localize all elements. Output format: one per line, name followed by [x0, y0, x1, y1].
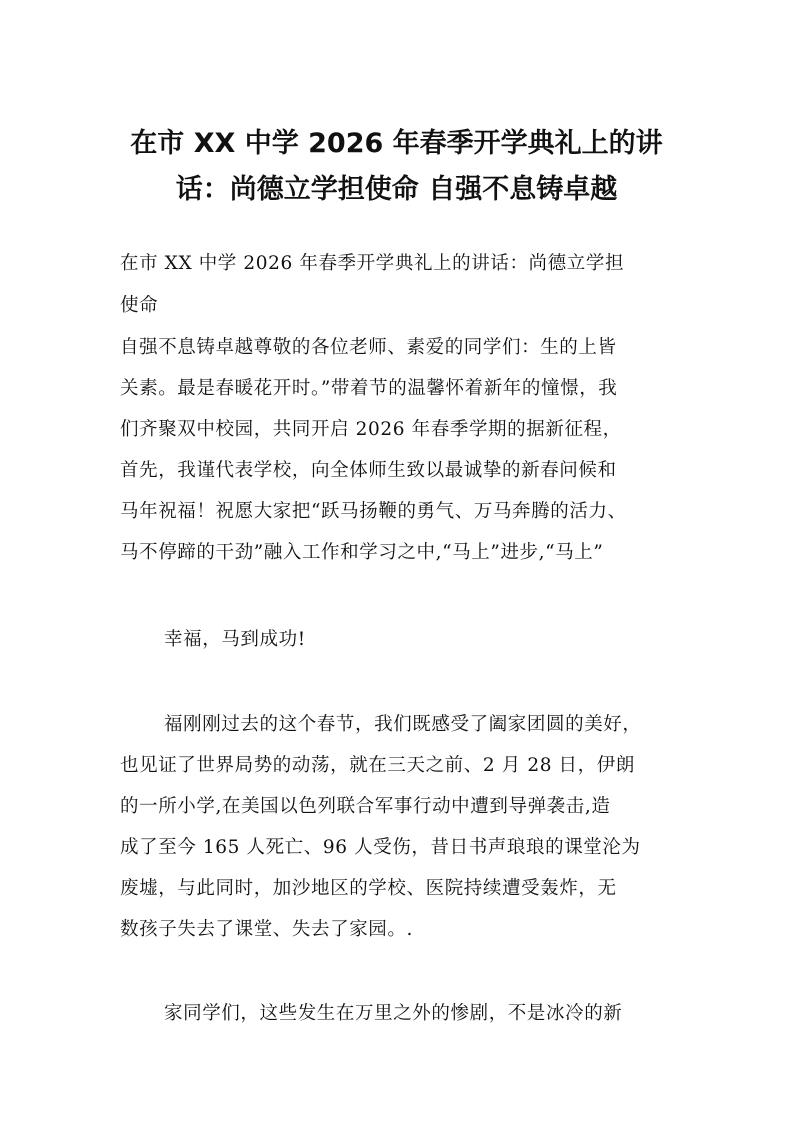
paragraph-3-line-4: 成了至今 165 人死亡、96 人受伤，昔日书声琅琅的课堂沦为 [120, 837, 641, 858]
paragraph-3-line-3: 的一所小学,在美国以色列联合军事行动中遭到导弹袭击,造 [120, 796, 611, 817]
paragraph-1-line-1: 自强不息铸卓越尊敬的各位老师、素爱的同学们：生的上皆 [120, 337, 617, 358]
paragraph-3-line-5: 废墟，与此同时，加沙地区的学校、医院持续遭受轰炸，无 [120, 878, 617, 899]
paragraph-4-line-1: 家同学们，这些发生在万里之外的惨剧，不是冰冷的新 [164, 1003, 623, 1024]
subtitle-line-2: 使命 [120, 295, 159, 316]
paragraph-1-line-2: 关素。最是春暖花开时。”带着节的温馨怀着新年的憧憬，我 [120, 378, 618, 399]
subtitle-line-1: 在市 XX 中学 2026 年春季开学典礼上的讲话：尚德立学担 [120, 253, 625, 274]
document-title-line-2: 话：尚德立学担使命 自强不息铸卓越 [175, 174, 618, 205]
paragraph-3-line-2: 也见证了世界局势的动荡，就在三天之前、2 月 28 日，伊朗 [120, 755, 635, 776]
paragraph-1-line-5: 马年祝福！祝愿大家把“跃马扬鞭的勇气、万马奔腾的活力、 [120, 501, 627, 522]
paragraph-2-line-1: 幸福，马到成功! [164, 629, 306, 650]
paragraph-1-line-3: 们齐聚双中校园，共同开启 2026 年春季学期的据新征程， [120, 419, 622, 440]
paragraph-3-line-1: 福刚刚过去的这个春节，我们既感受了阖家团圆的美好， [164, 714, 642, 735]
paragraph-1-line-4: 首先，我谨代表学校，向全体师生致以最诚挚的新春问候和 [120, 460, 617, 481]
paragraph-3-line-6: 数孩子失去了课堂、失去了家园。. [120, 919, 413, 940]
paragraph-1-line-6: 马不停蹄的干劲”融入工作和学习之中,“马上”进步,“马上” [120, 542, 604, 563]
document-title-line-1: 在市 XX 中学 2026 年春季开学典礼上的讲 [130, 128, 663, 159]
